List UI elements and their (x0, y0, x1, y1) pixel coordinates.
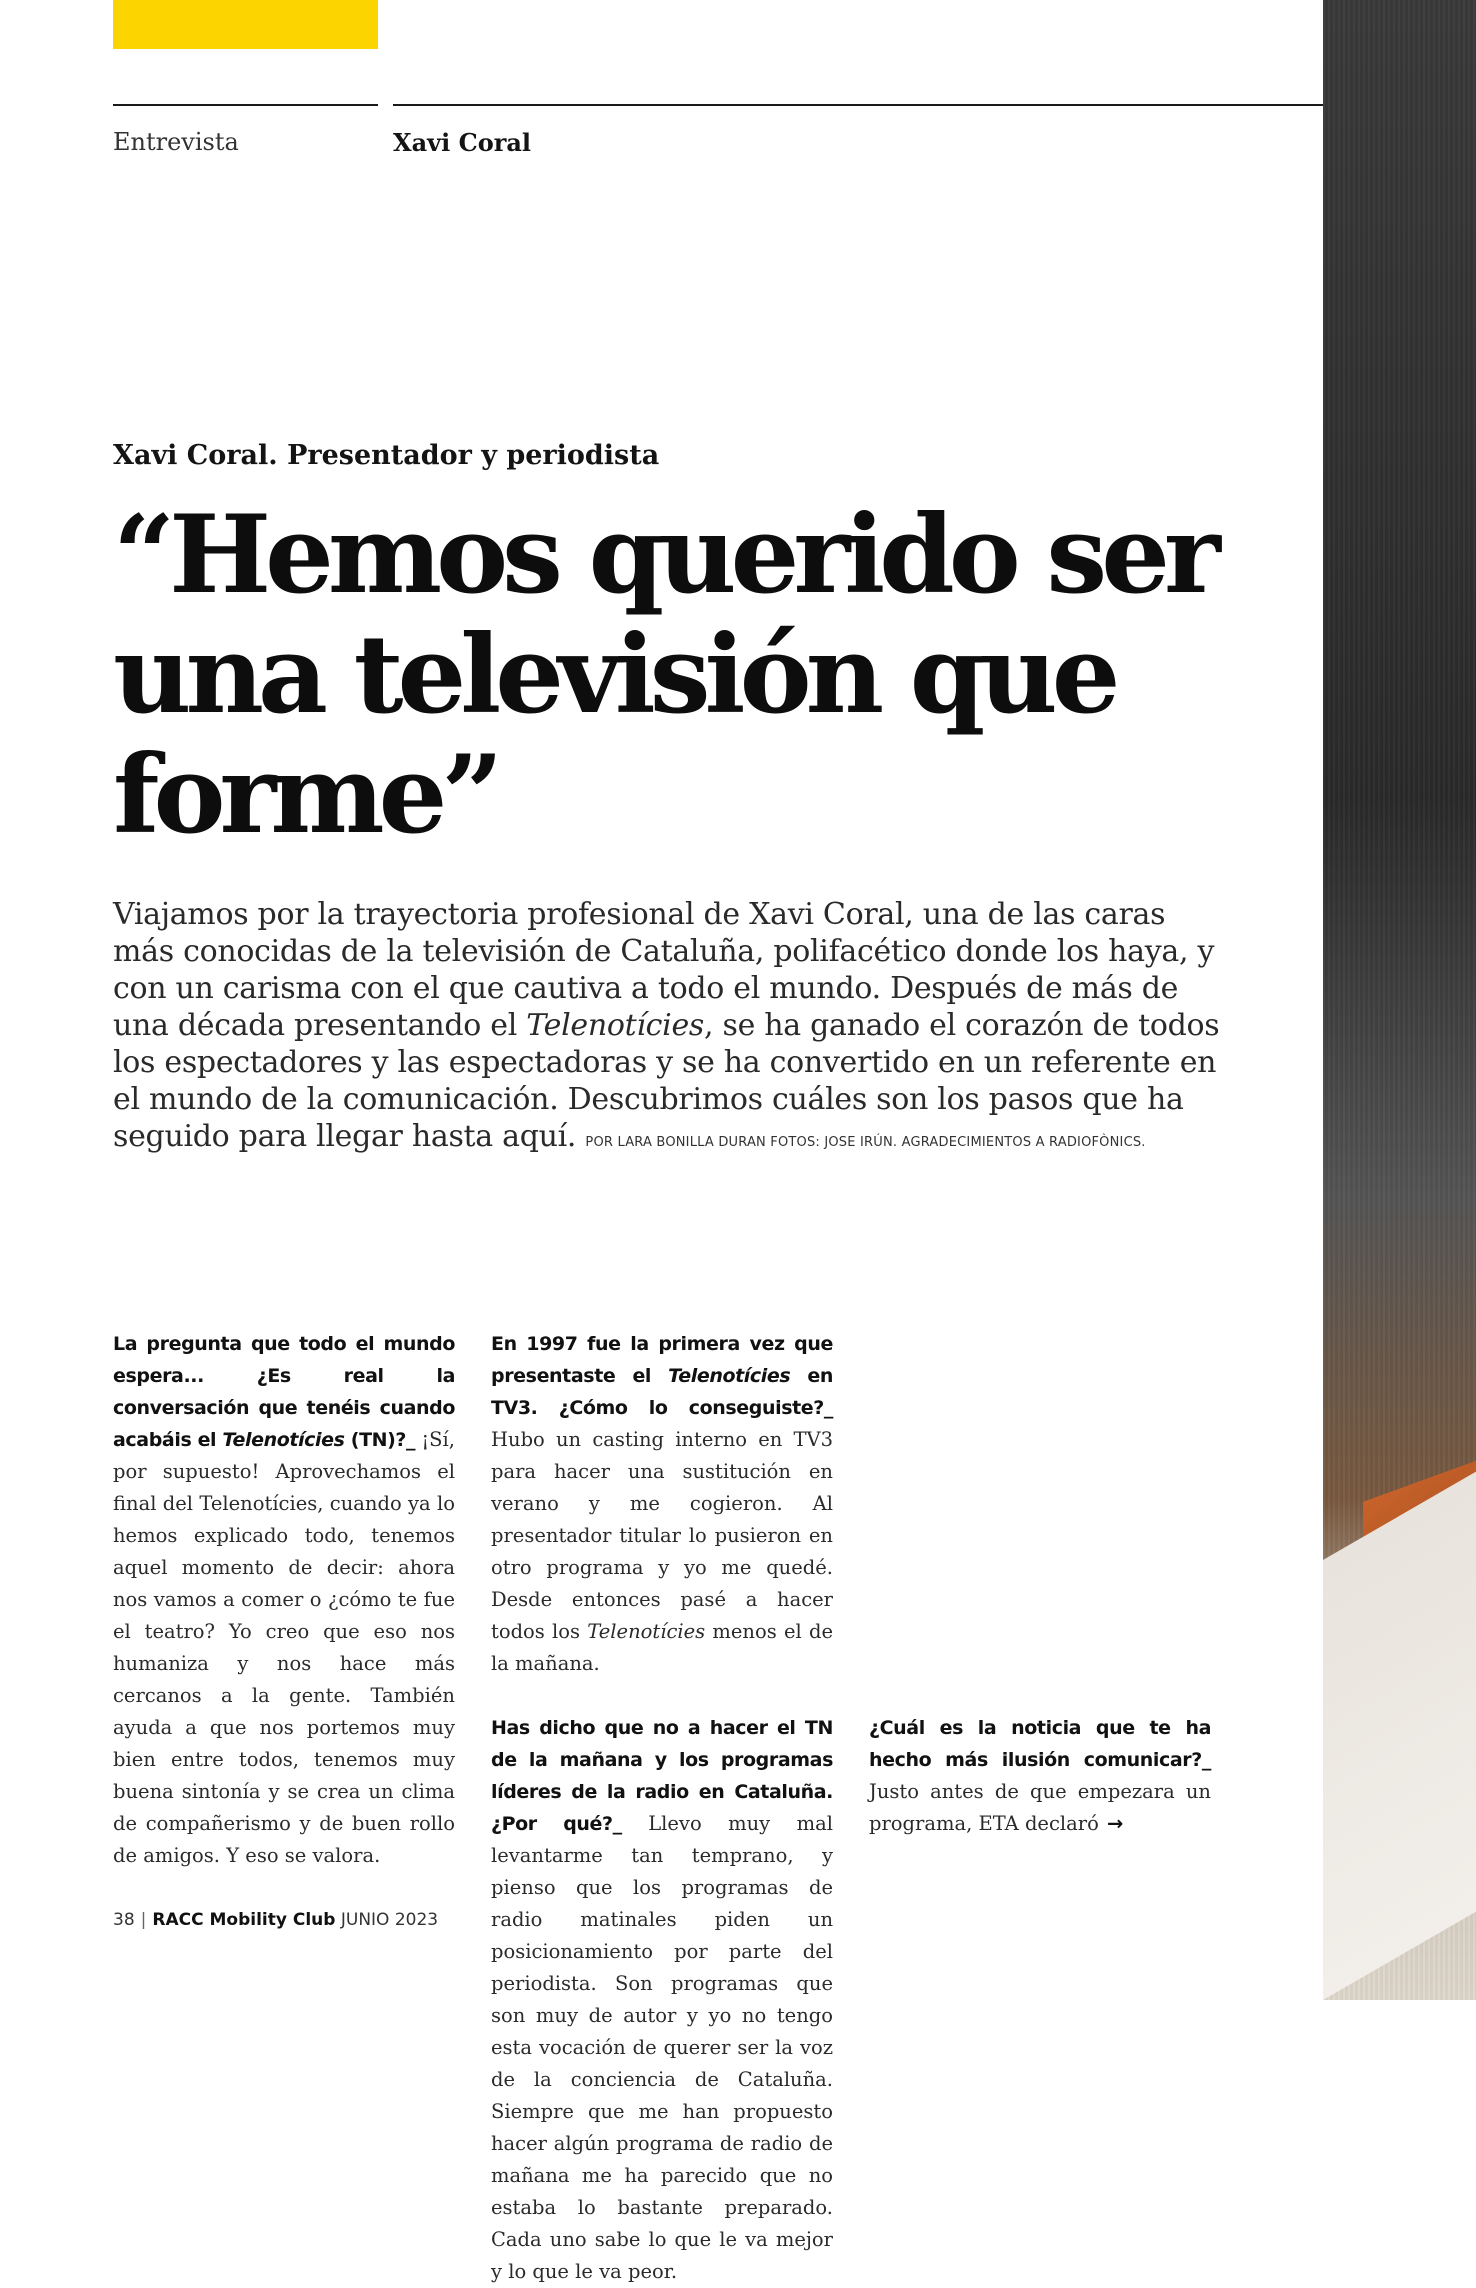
magazine-brand: RACC Mobility Club (152, 1910, 336, 1930)
footer-separator: | (140, 1910, 147, 1930)
section-label: Entrevista (113, 128, 239, 156)
question-4: ¿Cuál es la noticia que te ha hecho más ilusión comunicar?_ (869, 1717, 1211, 1771)
article-column-3 (869, 1328, 1211, 1840)
answer-1: ¡Sí, por supuesto! Aprovechamos el final del Telenotícies, cuando ya lo hemos explicado todo, tenemos aquel momento de decir: ahora nos vamos a comer o ¿cómo te fue el teatro? Yo creo que eso nos humaniza y nos hace más cercanos a la gente. También ayuda a que nos portemos muy bien entre todos, tenemos muy buena sintonía y se crea un clima de compañerismo y de buen rollo de amigos. Y eso se valora. (113, 1428, 455, 1867)
question-3: Has dicho que no a hacer el TN de la mañana y los programas líderes de la radio en Cataluña. ¿Por qué?_ (491, 1717, 833, 1835)
qa-block-2 (491, 1328, 833, 1680)
page-footer (113, 1910, 438, 1930)
section-subject: Xavi Coral (393, 128, 532, 157)
page-number: 38 (113, 1910, 135, 1930)
answer-4: Justo antes de que empezara un programa, ETA declaró (869, 1780, 1211, 1835)
answer-3: Llevo muy mal levantarme tan temprano, y pienso que los programas de radio matinales piden un posicionamiento por parte del periodista. Son programas que son muy de autor y yo no tengo esta vocación de querer ser la voz de la conciencia de Cataluña. Siempre que me han propuesto hacer algún programa de radio de mañana me ha parecido que no estaba lo bastante preparado. Cada uno sabe lo que le va mejor y lo que le va peor. (491, 1812, 833, 2283)
article-column-2 (491, 1328, 833, 2288)
section-color-tab (113, 0, 378, 49)
header-rule-left (113, 104, 378, 106)
continue-arrow-icon: → (1106, 1812, 1124, 1835)
intro-italic: Telenotícies (526, 1008, 705, 1043)
issue-date: JUNIO 2023 (340, 1910, 439, 1930)
qa-block-3 (491, 1712, 833, 2288)
article-intro (113, 896, 1228, 1161)
portrait-photo-edge (1323, 0, 1476, 2000)
qa-block-1 (113, 1328, 455, 1872)
question-2: En 1997 fue la primera vez que presentaste el Telenotícies en TV3. ¿Cómo lo conseguiste?_ (491, 1333, 833, 1419)
intro-text-end: , se ha ganado el corazón de todos los espectadores y las espectadoras y se ha convertido en un referente en el mundo de la comunicación. Descubrimos cuáles son los pasos que ha seguido para llegar hasta aquí. (113, 1008, 1220, 1154)
article-credits: POR LARA BONILLA DURAN FOTOS: JOSE IRÚN. AGRADECIMIENTOS A RADIOFÒNICS. (585, 1135, 1146, 1150)
article-kicker: Xavi Coral. Presentador y periodista (113, 440, 660, 471)
intro-text: Viajamos por la trayectoria profesional de Xavi Coral, una de las caras más conocidas de la televisión de Cataluña, polifacético donde los haya, y con un carisma con el que cautiva a todo el mundo. Después de más de una década presentando el (113, 897, 1215, 1043)
article-column-1 (113, 1328, 455, 1872)
qa-block-4 (869, 1712, 1211, 1840)
question-1: La pregunta que todo el mundo espera... ¿Es real la conversación que tenéis cuando acabáis el Telenotícies (TN)?_ (113, 1333, 455, 1451)
header-rule-right (393, 104, 1323, 106)
article-headline: “Hemos querido ser una televisión que forme” (113, 492, 1215, 858)
answer-2: Hubo un casting interno en TV3 para hacer una sustitución en verano y me cogieron. Al presentador titular lo pusieron en otro programa y yo me quedé. Desde entonces pasé a hacer todos los Telenotícies menos el de la mañana. (491, 1428, 834, 1675)
